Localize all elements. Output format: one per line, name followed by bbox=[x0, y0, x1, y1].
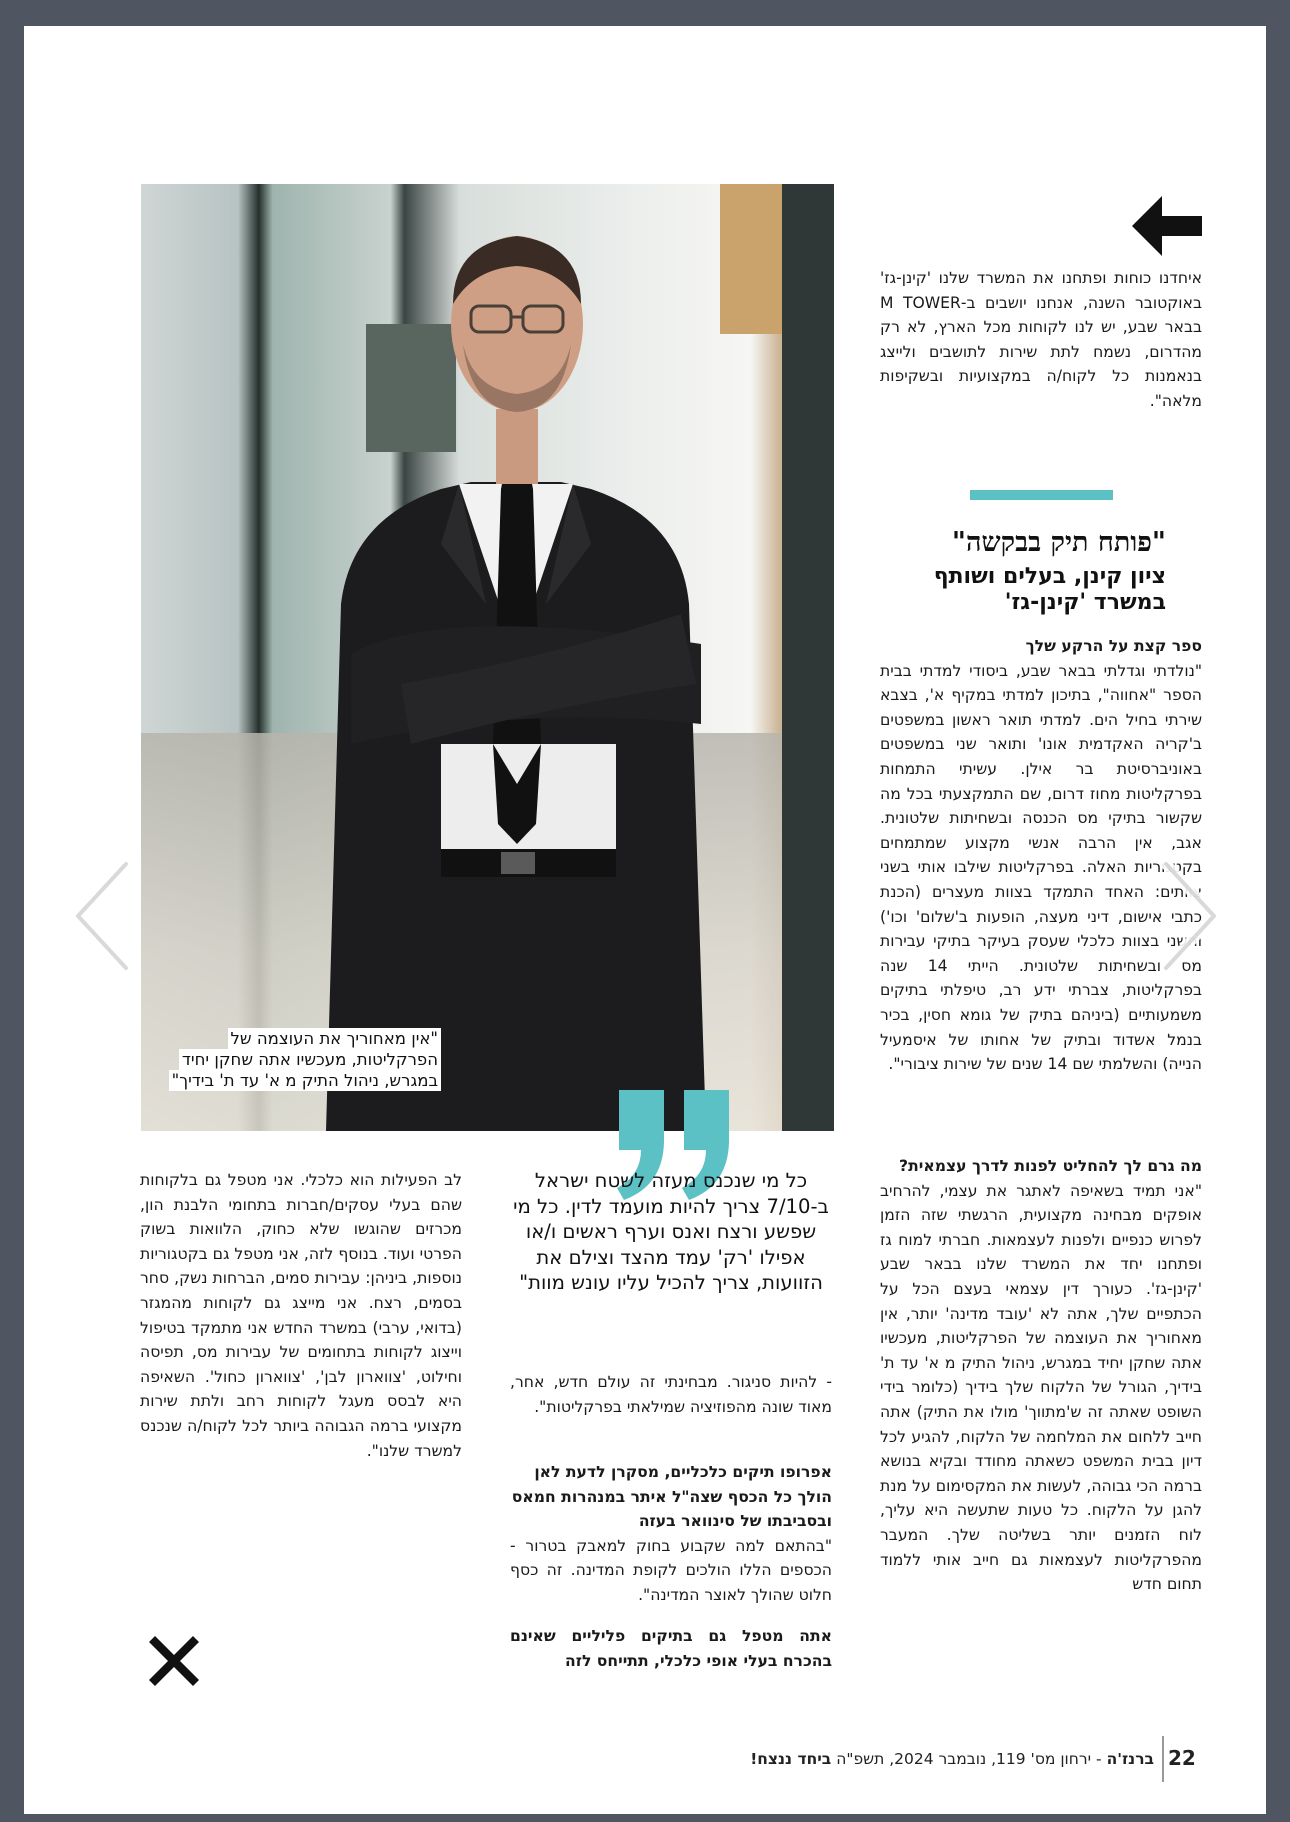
prev-page-button[interactable] bbox=[64, 856, 142, 976]
middle-question-2: אפרופו תיקים כלכליים, מסקרן לדעת לאן הולך כל הכסף שצה"ל איתר במנהרות חמאס ובסביבתו של סינוואר בעזה bbox=[511, 1463, 832, 1531]
issue-info: - ירחון מס' 119, נובמבר 2024, תשפ"ה bbox=[836, 1750, 1102, 1768]
magazine-name: ברנז'ה bbox=[1106, 1750, 1154, 1768]
headline-subtitle: ציון קינן, בעלים ושותף במשרד 'קינן-גז' bbox=[933, 564, 1166, 615]
left-column: לב הפעילות הוא כלכלי. אני מטפל גם בלקוחות שהם בעלי עסקים/חברות בתחומי הלבנת הון, מכרזים שהוגשו שלא כחוק, הלוואות בשוק הפרטי ועוד. בנוסף לזה, אני מטפל גם בקטגוריות נוספות, ביניהן: עבירות סמים, הברחות נשק, סחר בסמים, רצח. אני מייצג גם לקוחות מהמגזר (בדואי, ערבי) במשרד החדש אני מתמקד בטיפול וייצוג לקוחות בתחומים של עבירות מס, תפיסה וחילוט, 'צווארון לבן', 'צווארון כחול'. השאיפה היא לבסס מעגל לקוחות רחב ולתת שירות מקצועי ברמה הגבוהה ביותר לכל לקוח/ה שנכנס למשרד שלנו". bbox=[140, 1171, 462, 1460]
middle-paragraph-1: - להיות סניגור. מבחינתי זה עולם חדש, אחר, מאוד שונה מהפוזיציה שמילאתי בפרקליטות". bbox=[510, 1373, 832, 1416]
section-2 bbox=[880, 1154, 1202, 1597]
headline-quote: "פותח תיק בבקשה" bbox=[951, 527, 1166, 558]
section-1-answer: "נולדתי וגדלתי בבאר שבע, ביסודי למדתי בבית הספר "אחווה", בתיכון למדתי במקיף א', בצבא שירתי בחיל הים. למדתי תואר ראשון במשפטים ב'קריה האקדמית אונו' ותואר שני במשפטים באוניברסיטת בר אילן. עשיתי התמחות בפרקליטות מחוז דרום, שם התמקצעתי בכל מה שקשור בתיקי מס הכנסה ובשחיתות שלטונית. אגב, אין הרבה אנשי מקצוע שמתמחים בקטגוריות האלה. בפרקליטות שילבו אותי בשני צוותים: האחד התמקד בצוות מעצרים (הכנת כתבי אישום, דיני מעצה, הופעות ב'שלום' וכו') והשני בצוות כלכלי שעסק בעיקר בתיקי עבירות מס ובשחיתות שלטונית. הייתי 14 שנה בפרקליטות, צברתי ידע רב, טיפלתי בתיקים משמעותיים (ביניהם בתיק של גומא חסין, בכיר בנמל אשדוד ובתיק של אחותו של איסמעיל הנייה) והשלמתי שם 14 שנים של שירות ציבורי". bbox=[880, 661, 1202, 1074]
photo-caption: "אין מאחוריך את העוצמה של הפרקליטות, מעכשיו אתה שחקן יחיד במגרש, ניהול התיק מ א' עד ת' בידיך" bbox=[151, 1028, 441, 1091]
footer-divider bbox=[1162, 1736, 1164, 1782]
magazine-page bbox=[24, 26, 1266, 1814]
person-figure bbox=[141, 184, 834, 1131]
pull-quote: כל מי שנכנס מעזה לשטח ישראל ב-7/10 צריך להיות מועמד לדין. כל מי שפשע ורצח ואנס וערף ראשים ו/או אפילו 'רק' עמד מהצד וצילם את הזוועות, צריך להכיל עליו עונש מוות" bbox=[513, 1169, 829, 1295]
middle-question-3: אתה מטפל גם בתיקים פליליים שאינם בהכרח בעלי אופי כלכלי, תתייחס לזה bbox=[510, 1627, 832, 1670]
x-close-icon bbox=[149, 1636, 199, 1686]
chevron-right-icon bbox=[1150, 856, 1228, 976]
section-2-question: מה גרם לך להחליט לפנות לדרך עצמאית? bbox=[899, 1157, 1202, 1175]
portrait-photo bbox=[141, 184, 834, 1131]
intro-paragraph: איחדנו כוחות ופתחנו את המשרד שלנו 'קינן-גז' באוקטובר השנה, אנחנו יושבים ב-M TOWER בבאר שבע, יש לנו לקוחות מכל הארץ, לא רק מהדרום, נשמח לתת שירות לתושבים ולייצג בנאמנות כל לקוח/ה במקצועיות ובשקיפות מלאה". bbox=[880, 269, 1202, 410]
middle-section-2 bbox=[510, 1460, 832, 1608]
slogan: ביחד ננצח! bbox=[750, 1750, 832, 1768]
section-2-answer: "אני תמיד בשאיפה לאתגר את עצמי, להרחיב אופקים מבחינה מקצועית, הרגשתי שזה הזמן לפרוש כנפיים ולפנות לעצמאות. חברתי למוח גז ופתחנו יחד את המשרד שלנו בבאר שבע 'קינן-גז'. כעורך דין עצמאי בעצם הכל על הכתפיים שלך, אתה לא 'עובד מדינה' יותר, אין מאחוריך את העוצמה של הפרקליטות, מעכשיו אתה שחקן יחיד במגרש, ניהול התיק מ א' עד ת' בידיך, הגורל של הלקוח שלך בידיך (כלומר בידי השופט שאתה זה ש'מתווך' מולו את התיק) אתה חייב ללחום את המלחמה של הלקוח, להגיע לכל דיון בבית המשפט כשאתה מחודד ובקיא בנושא ברמה הכי גבוהה, לעשות את המקסימום על מנת להגן על הלקוח. כל טעות שתעשה היא עליך, לוח הזמנים יותר בשליטה שלך. המעבר מהפרקליטות לעצמאות גם חייב אותי ללמוד תחום חדש bbox=[880, 1181, 1202, 1594]
next-page-button[interactable] bbox=[1150, 856, 1228, 976]
section-1-question: ספר קצת על הרקע שלך bbox=[1025, 637, 1202, 655]
middle-answer-2: "בהתאם למה שקבוע בחוק למאבק בטרור - הכספים הללו הולכים לקופת המדינה. זה כסף חלוט שהולך לאוצר המדינה". bbox=[510, 1536, 832, 1604]
footer-credit bbox=[704, 1750, 1154, 1768]
chevron-left-icon bbox=[64, 856, 142, 976]
page-number: 22 bbox=[1168, 1746, 1196, 1770]
accent-divider bbox=[970, 490, 1113, 500]
arrow-left-icon bbox=[1132, 196, 1202, 256]
